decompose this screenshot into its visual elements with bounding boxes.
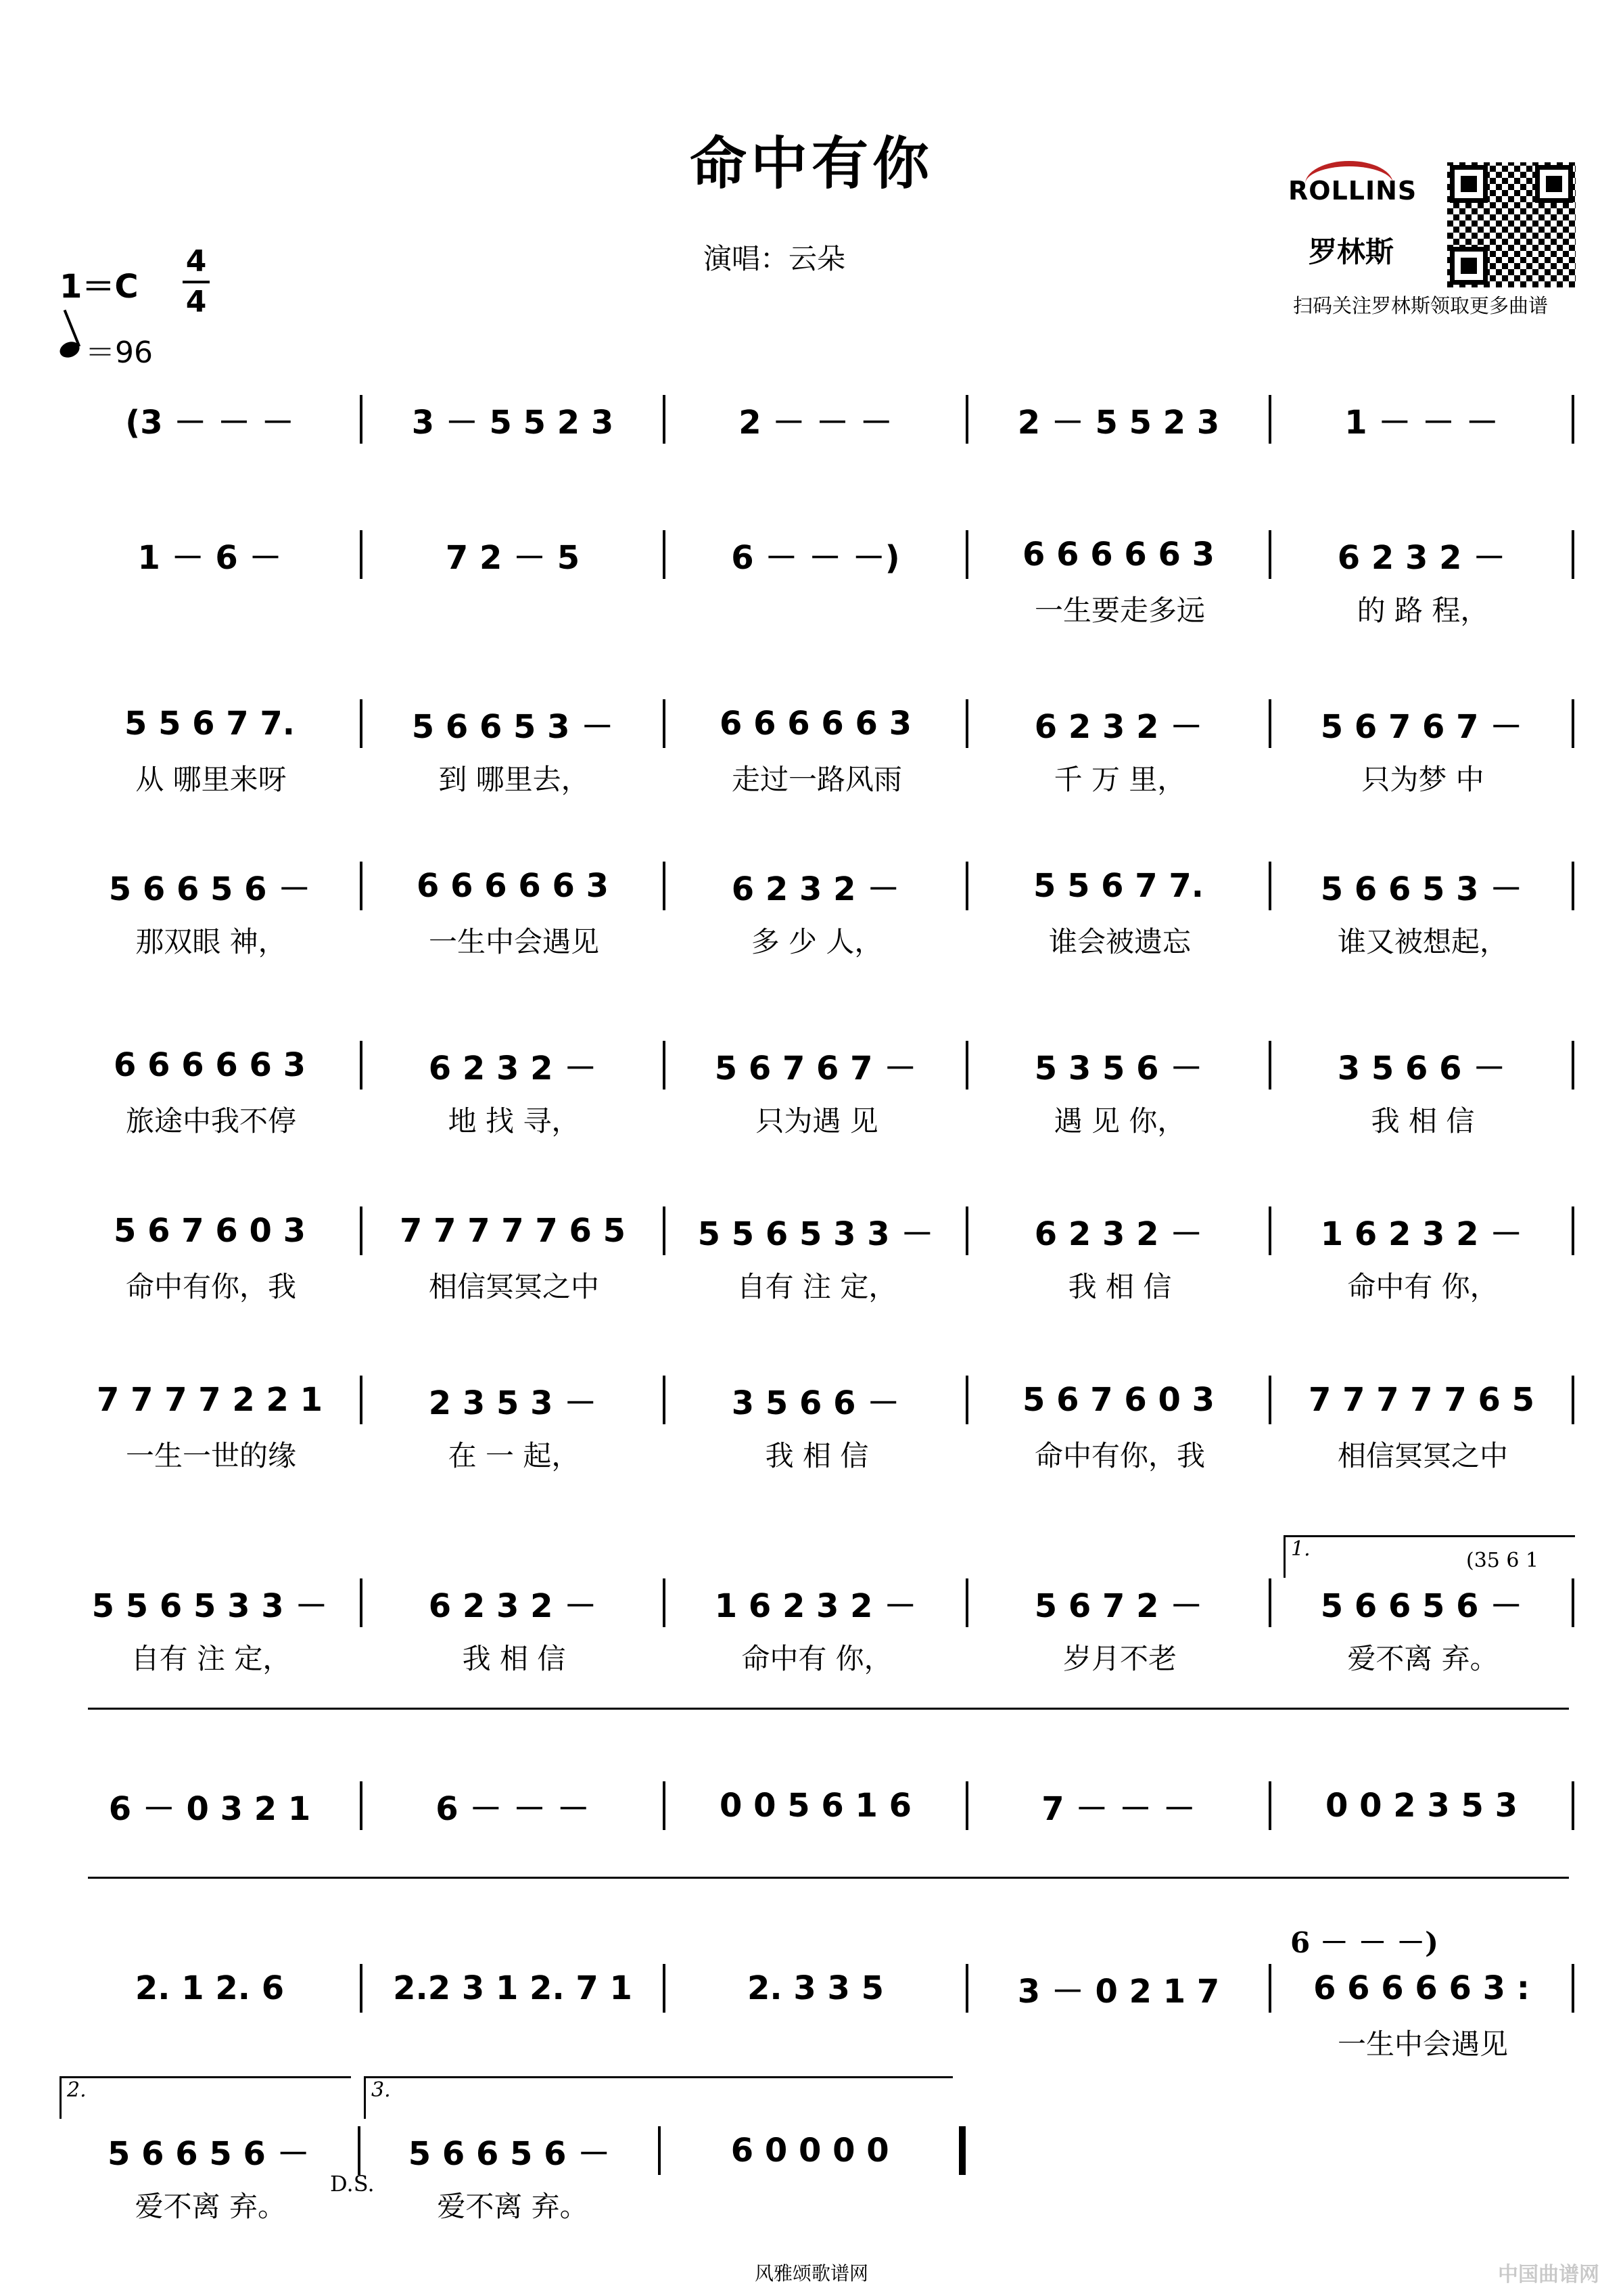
bar-line xyxy=(1572,1964,1574,2013)
logo-brand: ROLLINS xyxy=(1288,176,1417,206)
lyric-line: 一生中会遇见 xyxy=(1337,2028,1508,2061)
measure: 3 － 5 5 2 3 xyxy=(411,403,614,442)
singer: 演唱：云朵 xyxy=(703,242,846,275)
lyric-line: 我 相 信 xyxy=(462,1642,566,1675)
lyric-line: 那双眼 神， xyxy=(135,925,287,958)
lyric-line: 千 万 里， xyxy=(1054,763,1186,796)
measure: 5 5 6 7 7. xyxy=(124,705,296,743)
measure: 6 2 3 2 － xyxy=(428,1587,597,1625)
measure: 7 7 7 7 7 6 5 xyxy=(399,1212,626,1250)
lyric-line: 多 少 人， xyxy=(751,925,883,958)
section-rule xyxy=(88,1877,1569,1879)
measure: 1 6 2 3 2 － xyxy=(1320,1215,1523,1253)
measure: 3 － 0 2 1 7 xyxy=(1017,1972,1220,2011)
measure: 6 － － － xyxy=(436,1789,590,1828)
measure: 2 － 5 5 2 3 xyxy=(1017,403,1220,442)
measure: 6 2 3 2 － xyxy=(1034,1215,1203,1253)
time-signature xyxy=(183,245,210,319)
measure: 5 6 7 6 7 － xyxy=(1320,707,1523,746)
volta-3: 3. xyxy=(364,2076,953,2119)
bar-line xyxy=(1572,1376,1574,1424)
lyric-line xyxy=(968,2022,1271,2063)
lyric-line: 命中有 你， xyxy=(741,1642,893,1675)
measure: 2 － － － xyxy=(738,403,893,442)
measure: 5 6 6 5 6 － xyxy=(408,2134,611,2173)
lyric-line xyxy=(663,2184,966,2225)
lyric-line: 命中有 你， xyxy=(1347,1270,1499,1303)
lyric-line: 我 相 信 xyxy=(1068,1270,1172,1303)
lyric-line: 岁月不老 xyxy=(1062,1642,1177,1675)
measure: 6 6 6 6 6 3 xyxy=(417,867,609,905)
bar-line xyxy=(1572,1041,1574,1090)
measure: 6 2 3 2 － xyxy=(1337,538,1506,577)
tempo-mark xyxy=(60,328,153,371)
lyric-line xyxy=(665,588,968,629)
lyric-line: 谁又被想起， xyxy=(1337,925,1508,958)
ts-top: 4 xyxy=(185,244,207,279)
lyric-line: 从 哪里来呀 xyxy=(135,763,287,796)
bar-line xyxy=(1572,699,1574,748)
ts-bottom: 4 xyxy=(185,285,207,319)
lyric-line: 地 找 寻， xyxy=(448,1104,580,1138)
lyric-line: 一生一世的缘 xyxy=(125,1439,296,1472)
lyric-line: 一生中会遇见 xyxy=(428,925,599,958)
lyric-line: 旅途中我不停 xyxy=(125,1104,296,1138)
measure: 5 6 6 5 6 － xyxy=(108,2134,310,2173)
lyric-line: 自有 注 定， xyxy=(131,1642,291,1675)
lyric-line: 只为遇 见 xyxy=(755,1104,878,1138)
measure: 6 2 3 2 － xyxy=(1034,707,1203,746)
measure: 2. 1 2. 6 xyxy=(135,1969,285,2007)
measure: 5 6 7 6 0 3 xyxy=(114,1212,306,1250)
measure: 5 6 7 6 0 3 xyxy=(1022,1381,1215,1419)
lyric-line: 一生要走多远 xyxy=(1034,594,1205,627)
lyric-line: 只为梦 中 xyxy=(1361,763,1484,796)
measure: 7 2 － 5 xyxy=(445,538,580,577)
footer-site: 风雅颂歌谱网 xyxy=(754,2262,868,2285)
tempo-value: ＝96 xyxy=(85,335,153,370)
lyric-line: 命中有你，我 xyxy=(1034,1439,1205,1472)
bar-line xyxy=(959,2126,966,2175)
measure: 6 2 3 2 － xyxy=(731,870,900,908)
bar-line xyxy=(1572,1206,1574,1255)
measure: 5 5 6 5 3 3 － xyxy=(697,1215,934,1253)
measure: 6 － 0 3 2 1 xyxy=(108,1789,311,1828)
lyric-line: 在 一 起， xyxy=(448,1439,580,1472)
lyric-line: 我 相 信 xyxy=(765,1439,869,1472)
measure: 1 6 2 3 2 － xyxy=(714,1587,917,1625)
measure: (3 － － － xyxy=(125,403,294,442)
measure: 5 3 5 6 － xyxy=(1034,1049,1203,1087)
lyric-line: 爱不离 弃。 xyxy=(1347,1642,1499,1675)
page-title: 命中有你 xyxy=(689,130,933,197)
lyric-line xyxy=(362,2022,665,2063)
measure: 3 5 6 6 － xyxy=(1337,1049,1506,1087)
measure: 5 5 6 5 3 3 － xyxy=(91,1587,328,1625)
lyric-line: 的 路 程， xyxy=(1357,594,1489,627)
lyric-line: 相信冥冥之中 xyxy=(1337,1439,1508,1472)
measure: 2.2 3 1 2. 7 1 xyxy=(393,1969,632,2007)
lyric-line xyxy=(60,588,362,629)
measure: 6 6 6 6 6 3 xyxy=(720,705,912,743)
volta-2: 2. xyxy=(60,2076,351,2119)
measure: 5 6 7 6 7 － xyxy=(714,1049,917,1087)
bar-line xyxy=(1572,395,1574,444)
measure: 0 0 2 3 5 3 xyxy=(1325,1787,1518,1825)
lyric-line xyxy=(60,2022,362,2063)
measure: 5 6 6 5 6 － xyxy=(1320,1587,1523,1625)
bar-line xyxy=(1572,1578,1574,1627)
measure: 5 6 7 2 － xyxy=(1034,1587,1203,1625)
measure: 6 0 0 0 0 xyxy=(730,2132,889,2170)
measure: 1 － 6 － xyxy=(137,538,282,577)
tail-notes: 6 － － －) xyxy=(1290,1926,1438,1959)
lyric-line xyxy=(362,588,665,629)
measure: 7 7 7 7 7 6 5 xyxy=(1308,1381,1535,1419)
lyric-line: 遇 见 你， xyxy=(1054,1104,1186,1138)
measure: 2 3 5 3 － xyxy=(428,1384,597,1422)
measure: 7 － － － xyxy=(1041,1789,1196,1828)
measure: 1 － － － xyxy=(1344,403,1499,442)
qr-code-icon xyxy=(1447,162,1576,287)
measure: 6 6 6 6 6 3 xyxy=(114,1046,306,1084)
measure: 5 6 6 5 3 － xyxy=(411,707,614,746)
lyric-line: 到 哪里去， xyxy=(438,763,590,796)
lyric-line: 我 相 信 xyxy=(1371,1104,1475,1138)
measure: 0 0 5 6 1 6 xyxy=(720,1787,912,1825)
section-rule xyxy=(88,1708,1569,1710)
ds-marking: D.S. xyxy=(330,2171,375,2197)
key-signature: 1＝C xyxy=(60,268,139,306)
measure: 3 5 6 6 － xyxy=(731,1384,900,1422)
measure: 7 7 7 7 2 2 1 xyxy=(96,1381,323,1419)
bar-line xyxy=(1572,530,1574,579)
bar-line xyxy=(1572,1781,1574,1830)
measure: 2. 3 3 5 xyxy=(747,1969,884,2007)
lyric-line: 谁会被遗忘 xyxy=(1048,925,1191,958)
quarter-note-icon xyxy=(57,339,82,360)
lyric-line: 自有 注 定， xyxy=(736,1270,897,1303)
measure: 5 6 6 5 3 － xyxy=(1320,870,1523,908)
measure: 6 － － －) xyxy=(731,538,900,577)
lyric-line: 爱不离 弃。 xyxy=(437,2190,588,2223)
measure: 6 6 6 6 6 3 xyxy=(1022,536,1215,573)
lyric-line: 走过一路风雨 xyxy=(731,763,902,796)
measure: 5 6 6 5 6 － xyxy=(108,870,311,908)
lyric-line: 命中有你，我 xyxy=(125,1270,296,1303)
logo-brand-cn: 罗林斯 xyxy=(1309,235,1394,268)
lyric-line: 相信冥冥之中 xyxy=(428,1270,599,1303)
measure: 6 6 6 6 6 3 : xyxy=(1313,1969,1530,2007)
lyric-line xyxy=(665,2022,968,2063)
bar-line xyxy=(1572,862,1574,910)
grace-notes: (35 6 1 xyxy=(1466,1549,1539,1572)
volta-1: 1. xyxy=(1284,1535,1575,1578)
qr-caption: 扫码关注罗林斯领取更多曲谱 xyxy=(1293,294,1549,317)
lyric-line: 爱不离 弃。 xyxy=(135,2190,287,2223)
watermark: 中国曲谱网 xyxy=(1498,2263,1599,2287)
measure: 6 2 3 2 － xyxy=(428,1049,597,1087)
measure: 5 5 6 7 7. xyxy=(1033,867,1204,905)
